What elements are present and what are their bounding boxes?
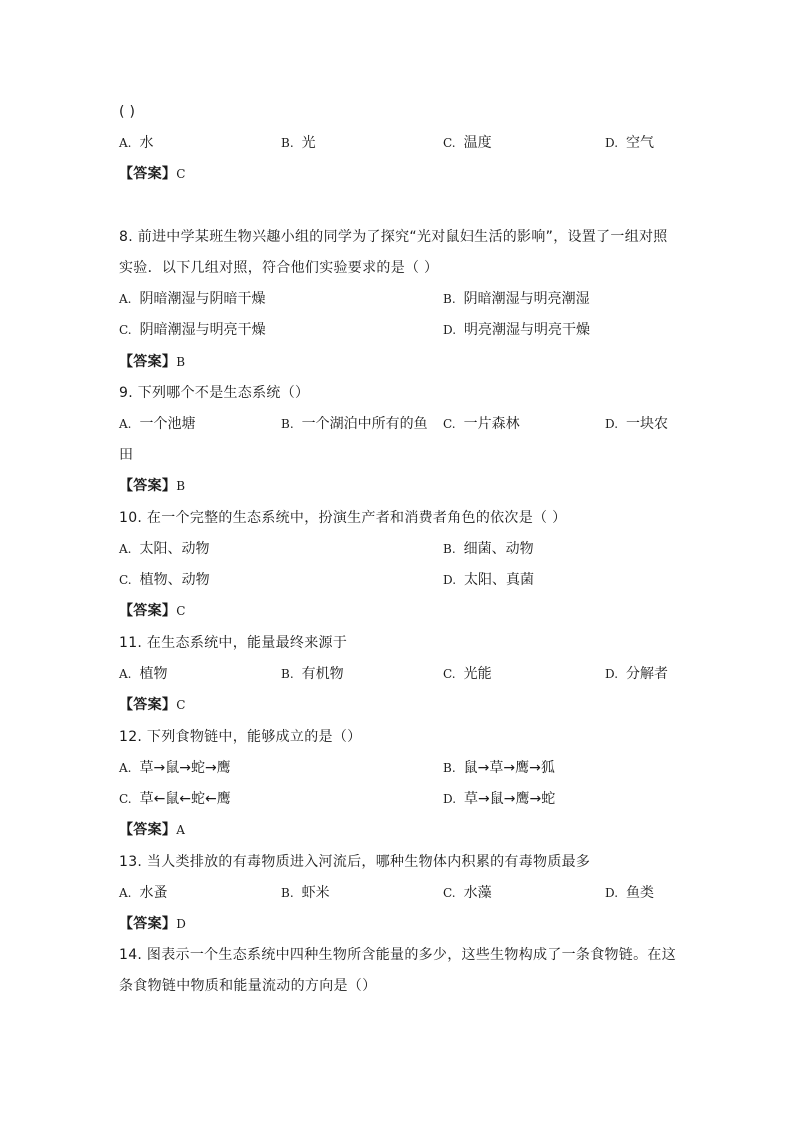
q11-option-c (443, 664, 492, 684)
option-text: 光能 (463, 666, 492, 682)
option-key: C. (443, 667, 456, 681)
option-text: 光 (301, 135, 316, 151)
option-key: B. (281, 886, 294, 900)
q7-stem-tail: ( ) (119, 104, 136, 120)
option-key: C. (443, 886, 456, 900)
q8-option-d (443, 320, 590, 340)
option-key: C. (119, 323, 132, 337)
answer-label: 【答案】 (119, 354, 177, 370)
option-text: 水藻 (463, 885, 492, 901)
option-text: 有机物 (301, 666, 344, 682)
answer-value: C (176, 604, 186, 618)
option-key: A. (119, 542, 132, 556)
option-text: 一个湖泊中所有的鱼 (301, 416, 428, 432)
option-key: A. (119, 667, 132, 681)
q8-answer (119, 352, 185, 372)
option-key: C. (119, 792, 132, 806)
option-key: A. (119, 417, 132, 431)
option-text: 阴暗潮湿与阴暗干燥 (139, 291, 266, 307)
option-text: 植物 (139, 666, 168, 682)
q11-option-d (605, 664, 668, 684)
q9-option-d (605, 414, 668, 434)
answer-value: A (176, 823, 186, 837)
q12-option-c (119, 789, 231, 809)
option-text: 水蚤 (139, 885, 168, 901)
q12-option-a (119, 758, 231, 778)
q9-option-d-wrap: 田 (119, 447, 134, 463)
q7-answer (119, 164, 186, 184)
answer-value: B (176, 355, 186, 369)
answer-label: 【答案】 (119, 916, 177, 932)
q11-answer (119, 695, 186, 715)
option-text: 阴暗潮湿与明亮干燥 (139, 322, 266, 338)
q7-option-a (119, 133, 153, 153)
answer-label: 【答案】 (119, 697, 177, 713)
option-key: D. (605, 417, 619, 431)
q12-option-b (443, 758, 555, 778)
option-text: 一个池塘 (139, 416, 196, 432)
option-text: 阴暗潮湿与明亮潮湿 (463, 291, 590, 307)
q11-option-b (281, 664, 344, 684)
option-key: D. (605, 136, 619, 150)
option-text: 鼠→草→鹰→狐 (463, 760, 555, 776)
q13-option-c (443, 883, 492, 903)
option-key: D. (605, 886, 619, 900)
option-key: B. (281, 667, 294, 681)
option-text: 一片森林 (463, 416, 520, 432)
answer-label: 【答案】 (119, 822, 177, 838)
option-text: 明亮潮湿与明亮干燥 (464, 322, 591, 338)
option-key: A. (119, 136, 132, 150)
q9-option-a (119, 414, 195, 434)
option-key: B. (443, 542, 456, 556)
option-text: 虾米 (301, 885, 330, 901)
q10-stem: 10. 在一个完整的生态系统中，扮演生产者和消费者角色的依次是（ ） (119, 510, 567, 526)
q9-option-b (281, 414, 428, 434)
q13-option-d (605, 883, 654, 903)
q10-option-d (443, 570, 534, 590)
q10-option-b (443, 539, 534, 559)
q8-option-a (119, 289, 265, 309)
option-key: B. (443, 761, 456, 775)
q10-answer (119, 601, 186, 621)
option-text: 草→鼠→鹰→蛇 (464, 791, 556, 807)
option-text: 细菌、动物 (463, 541, 534, 557)
option-text: 草←鼠←蛇←鹰 (139, 791, 231, 807)
option-text: 温度 (463, 135, 492, 151)
q12-answer (119, 820, 185, 840)
q11-stem: 11. 在生态系统中，能量最终来源于 (119, 635, 348, 651)
option-key: D. (443, 573, 457, 587)
option-key: C. (443, 136, 456, 150)
q7-option-d (605, 133, 654, 153)
q9-stem: 9. 下列哪个不是生态系统（） (119, 385, 310, 401)
q12-stem: 12. 下列食物链中，能够成立的是（） (119, 729, 362, 745)
q7-option-c (443, 133, 492, 153)
option-key: A. (119, 292, 132, 306)
q8-option-c (119, 320, 266, 340)
q8-stem-line2: 实验．以下几组对照，符合他们实验要求的是（ ） (119, 260, 439, 276)
q13-option-b (281, 883, 330, 903)
answer-label: 【答案】 (119, 478, 177, 494)
q13-answer (119, 914, 186, 934)
option-key: C. (443, 417, 456, 431)
option-text: 植物、动物 (139, 572, 210, 588)
answer-label: 【答案】 (119, 603, 177, 619)
q13-stem: 13. 当人类排放的有毒物质进入河流后，哪种生物体内积累的有毒物质最多 (119, 854, 591, 870)
option-text: 鱼类 (626, 885, 655, 901)
answer-value: C (176, 698, 186, 712)
option-key: B. (443, 292, 456, 306)
option-text: 太阳、动物 (139, 541, 210, 557)
q12-option-d (443, 789, 555, 809)
option-key: A. (119, 886, 132, 900)
option-key: B. (281, 417, 294, 431)
option-text: 太阳、真菌 (464, 572, 535, 588)
q13-option-a (119, 883, 167, 903)
q10-option-a (119, 539, 209, 559)
q8-stem-line1: 8. 前进中学某班生物兴趣小组的同学为了探究“光对鼠妇生活的影响”，设置了一组对照 (119, 229, 668, 245)
q8-option-b (443, 289, 590, 309)
option-text: 草→鼠→蛇→鹰 (139, 760, 231, 776)
option-key: D. (443, 792, 457, 806)
option-text: 水 (139, 135, 154, 151)
option-key: B. (281, 136, 294, 150)
q14-stem-line1: 14. 图表示一个生态系统中四种生物所含能量的多少，这些生物构成了一条食物链。在这 (119, 947, 677, 963)
option-key: D. (605, 667, 619, 681)
answer-value: D (176, 917, 187, 931)
answer-value: B (176, 479, 186, 493)
answer-label: 【答案】 (119, 166, 177, 182)
q10-option-c (119, 570, 210, 590)
answer-value: C (176, 167, 186, 181)
option-key: A. (119, 761, 132, 775)
option-text: 空气 (626, 135, 655, 151)
option-key: D. (443, 323, 457, 337)
option-key: C. (119, 573, 132, 587)
q9-answer (119, 476, 185, 496)
q11-option-a (119, 664, 167, 684)
option-text: 一块农 (626, 416, 669, 432)
option-text: 分解者 (626, 666, 669, 682)
q7-option-b (281, 133, 316, 153)
q9-option-c (443, 414, 520, 434)
q14-stem-line2: 条食物链中物质和能量流动的方向是（） (119, 978, 377, 994)
